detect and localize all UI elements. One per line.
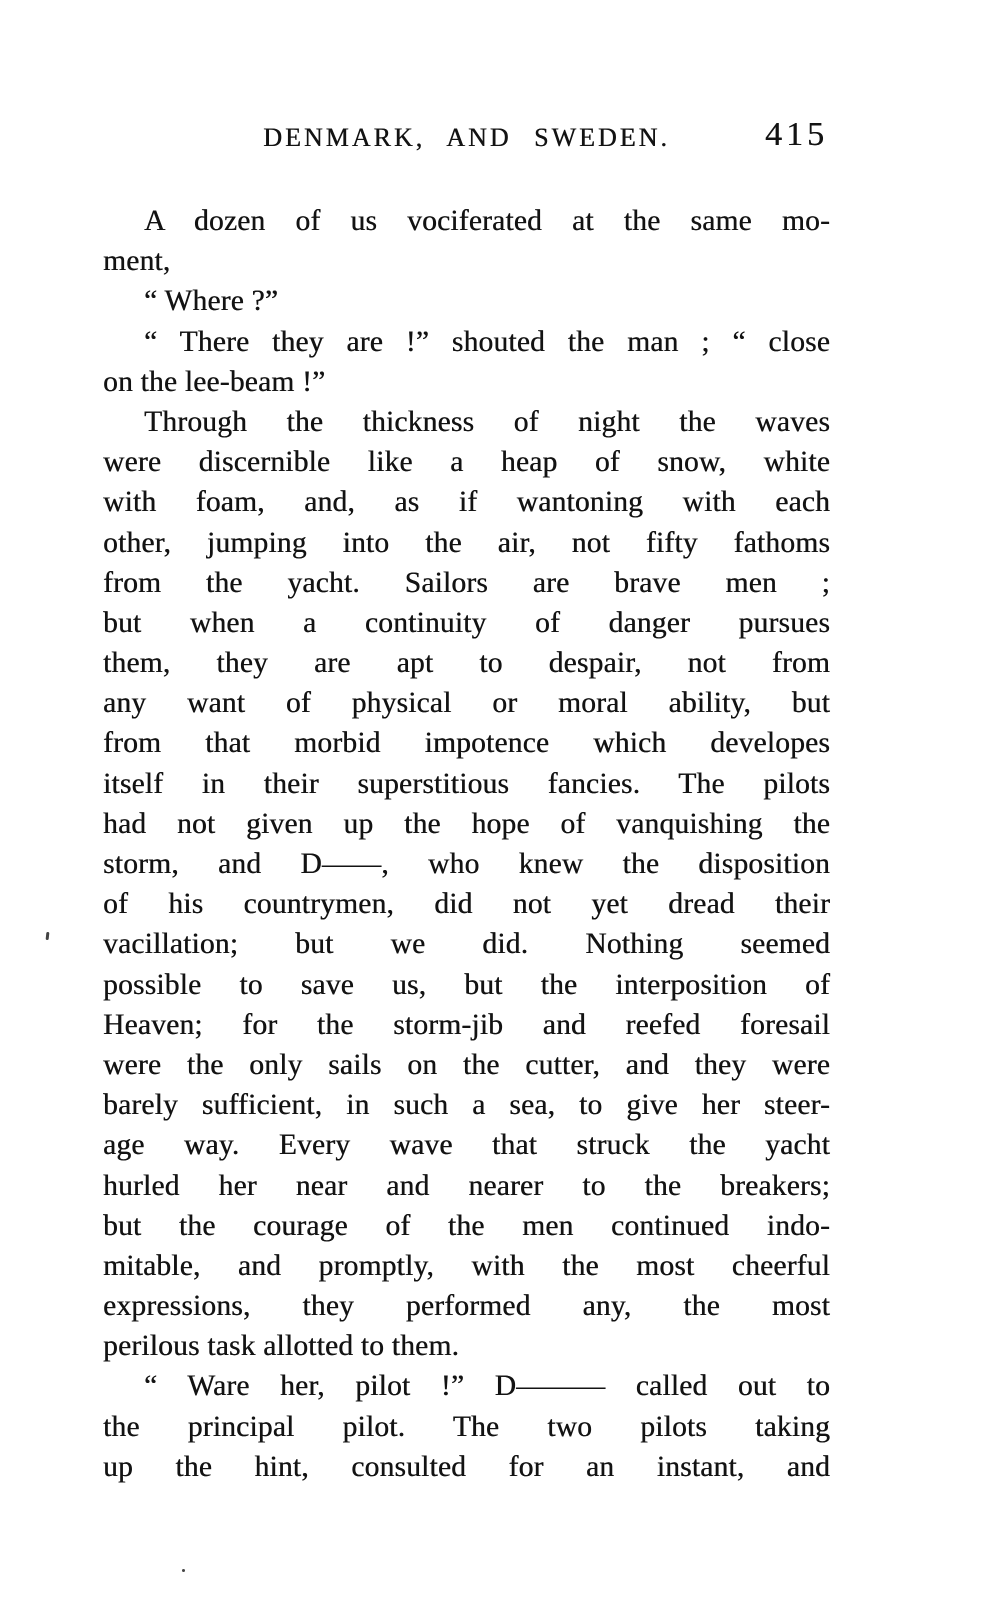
text-line: Heaven; for the storm-jib and reefed foresail	[103, 1008, 830, 1041]
text-line: but the courage of the men continued indo-	[103, 1209, 830, 1242]
text-line: of his countrymen, did not yet dread their	[103, 888, 830, 921]
text-line: storm, and D——, who knew the disposition	[103, 848, 830, 880]
page-number: 415	[765, 116, 828, 153]
running-header	[103, 116, 830, 160]
text-line: the principal pilot. The two pilots taking	[103, 1410, 830, 1443]
text-line: expressions, they performed any, the most	[103, 1290, 830, 1323]
text-line: “ Where ?”	[144, 285, 279, 318]
text-line: vacillation; but we did. Nothing seemed	[103, 928, 830, 961]
scan-speck-left-margin	[46, 932, 50, 940]
text-line: from the yacht. Sailors are brave men ;	[103, 566, 830, 599]
text-line: were discernible like a heap of snow, white	[103, 446, 830, 479]
text-line: had not given up the hope of vanquishing the	[103, 807, 830, 840]
text-line: possible to save us, but the interposition of	[103, 968, 830, 1001]
text-line: on the lee-beam !”	[103, 365, 326, 398]
text-line: with foam, and, as if wantoning with each	[103, 486, 830, 519]
text-line: other, jumping into the air, not fifty fathoms	[103, 526, 830, 559]
text-line: Through the thickness of night the waves	[144, 405, 830, 438]
text-line: but when a continuity of danger pursues	[103, 606, 830, 639]
text-line: itself in their superstitious fancies. The pilots	[103, 767, 830, 800]
chapter-title: DENMARK, AND SWEDEN.	[263, 123, 670, 152]
text-line: up the hint, consulted for an instant, and	[103, 1450, 830, 1483]
text-line: from that morbid impotence which developes	[103, 727, 830, 760]
text-line: hurled her near and nearer to the breakers;	[103, 1169, 830, 1202]
text-line: A dozen of us vociferated at the same mo-	[144, 205, 830, 237]
text-line: perilous task allotted to them.	[103, 1330, 460, 1363]
text-block	[103, 201, 830, 1487]
text-line: “ There they are !” shouted the man ; “ close	[144, 325, 830, 358]
text-line: mitable, and promptly, with the most cheerful	[103, 1249, 830, 1282]
text-line: were the only sails on the cutter, and they were	[103, 1048, 830, 1081]
text-line: age way. Every wave that struck the yacht	[103, 1129, 830, 1162]
text-line: “ Ware her, pilot !” D——— called out to	[144, 1370, 830, 1403]
text-line: any want of physical or moral ability, but	[103, 687, 830, 720]
text-line: barely sufficient, in such a sea, to give her steer-	[103, 1089, 830, 1122]
text-line: them, they are apt to despair, not from	[103, 647, 830, 680]
text-line: ment,	[103, 245, 171, 278]
scan-speck-bottom	[182, 1569, 185, 1572]
